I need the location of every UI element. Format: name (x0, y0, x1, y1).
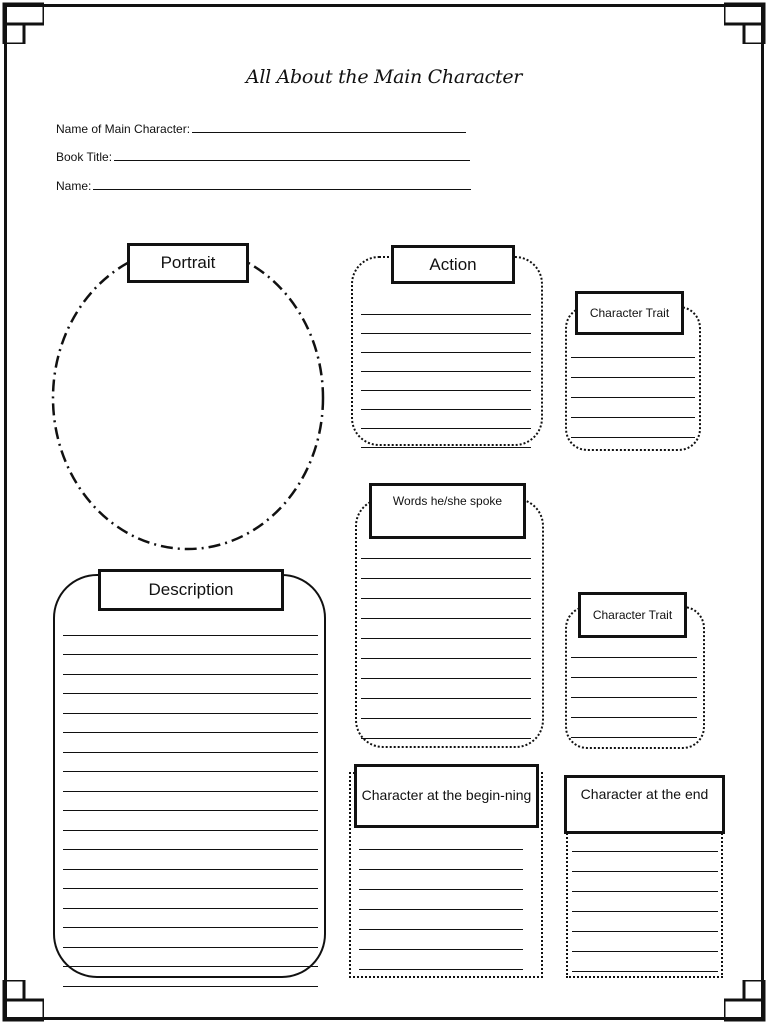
description-label: Description (98, 569, 284, 611)
beginning-label: Character at the begin-ning (354, 764, 539, 828)
trait-label-1: Character Trait (575, 291, 684, 335)
name-blank[interactable] (93, 179, 471, 190)
corner-ornament-top-left (2, 2, 44, 44)
corner-ornament-bottom-left (2, 980, 44, 1022)
book-title-field[interactable] (56, 150, 470, 164)
end-label: Character at the end (564, 775, 725, 834)
trait-label-2: Character Trait (578, 592, 687, 638)
book-title-blank[interactable] (114, 150, 470, 161)
corner-ornament-top-right (724, 2, 766, 44)
action-label: Action (391, 245, 515, 284)
name-label: Name: (56, 179, 92, 193)
portrait-label: Portrait (127, 243, 249, 283)
portrait-oval[interactable] (50, 258, 328, 554)
main-character-field[interactable] (56, 122, 466, 136)
action-box[interactable] (351, 256, 543, 446)
name-field[interactable] (56, 179, 471, 193)
main-character-label: Name of Main Character: (56, 122, 191, 136)
book-title-label: Book Title: (56, 150, 113, 164)
description-box[interactable] (53, 574, 326, 978)
words-label: Words he/she spoke (369, 483, 526, 539)
page-title: All About the Main Character (245, 66, 523, 88)
main-character-blank[interactable] (192, 122, 466, 133)
corner-ornament-bottom-right (724, 980, 766, 1022)
